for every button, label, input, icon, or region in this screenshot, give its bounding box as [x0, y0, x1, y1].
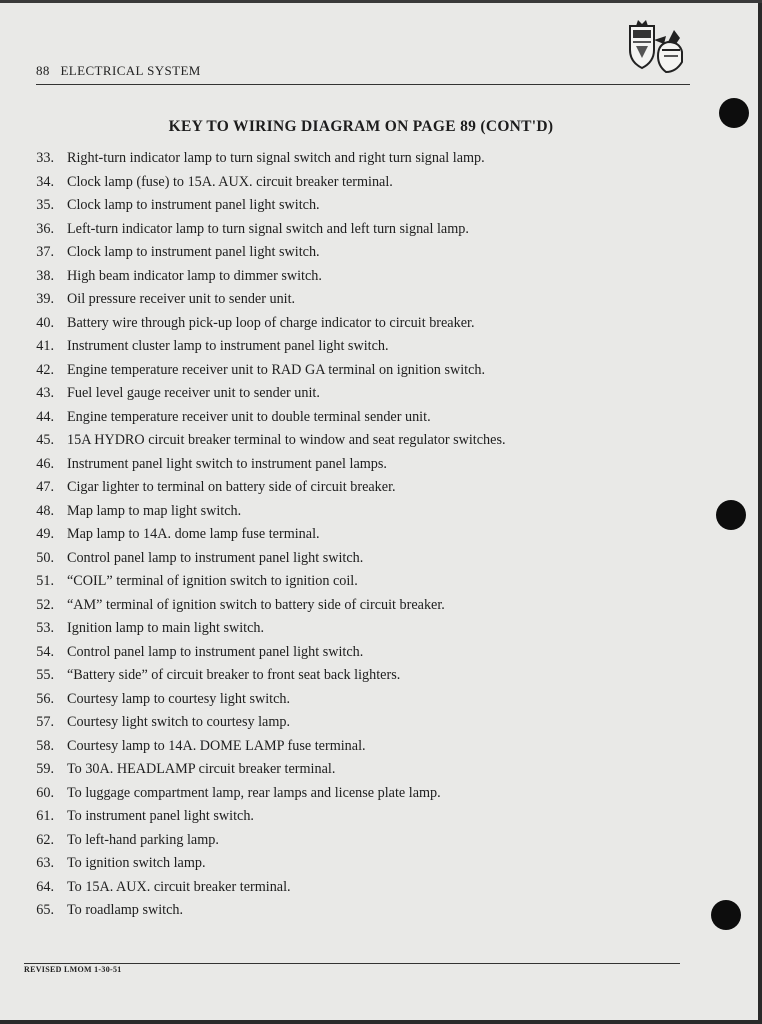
item-number: 41. [36, 338, 54, 354]
item-number: 44. [36, 408, 54, 425]
item-text: Clock lamp (fuse) to 15A. AUX. circuit breaker terminal. [67, 173, 393, 190]
item-number: 53. [36, 620, 54, 636]
item-text: To ignition switch lamp. [67, 855, 206, 871]
item-number: 56. [36, 690, 54, 707]
item-number: 43. [36, 385, 54, 401]
binder-hole [716, 500, 746, 530]
page-top-edge [0, 0, 762, 3]
item-text: Cigar lighter to terminal on battery side of circuit breaker. [67, 479, 396, 495]
item-text: Left-turn indicator lamp to turn signal switch and left turn signal lamp. [67, 220, 469, 237]
item-number: 54. [36, 643, 54, 660]
item-text: “COIL” terminal of ignition switch to ignition coil. [67, 573, 358, 589]
item-text: To instrument panel light switch. [67, 808, 254, 824]
item-number: 49. [36, 526, 54, 542]
binder-hole [719, 98, 749, 128]
item-number: 60. [36, 784, 54, 801]
item-text: 15A HYDRO circuit breaker terminal to window and seat regulator switches. [67, 432, 506, 448]
item-text: Instrument panel light switch to instrument panel lamps. [67, 455, 387, 472]
item-number: 50. [36, 549, 54, 566]
item-number: 52. [36, 596, 54, 613]
item-number: 42. [36, 361, 54, 378]
page-header [36, 63, 201, 79]
item-text: Battery wire through pick-up loop of charge indicator to circuit breaker. [67, 314, 475, 331]
item-number: 51. [36, 573, 54, 589]
item-text: Engine temperature receiver unit to double terminal sender unit. [67, 408, 431, 425]
item-number: 39. [36, 291, 54, 307]
page-number: 88 [36, 63, 50, 78]
footer-divider [24, 963, 680, 964]
item-text: To 15A. AUX. circuit breaker terminal. [67, 878, 291, 895]
item-number: 36. [36, 220, 54, 237]
item-text: Right-turn indicator lamp to turn signal switch and right turn signal lamp. [67, 150, 485, 166]
item-text: To 30A. HEADLAMP circuit breaker terminal. [67, 761, 336, 777]
item-number: 37. [36, 244, 54, 260]
crest-and-knight-emblem-icon [624, 16, 690, 80]
item-number: 61. [36, 808, 54, 824]
item-number: 64. [36, 878, 54, 895]
item-text: Fuel level gauge receiver unit to sender unit. [67, 385, 320, 401]
item-number: 35. [36, 197, 54, 213]
item-number: 47. [36, 479, 54, 495]
item-text: Oil pressure receiver unit to sender unit. [67, 291, 296, 307]
item-text: Ignition lamp to main light switch. [67, 620, 265, 636]
item-text: To luggage compartment lamp, rear lamps and license plate lamp. [67, 784, 441, 801]
item-number: 48. [36, 502, 54, 519]
item-text: Courtesy lamp to courtesy light switch. [67, 690, 291, 707]
section-title: ELECTRICAL SYSTEM [60, 63, 201, 78]
item-number: 40. [36, 314, 54, 331]
item-text: Map lamp to map light switch. [67, 502, 242, 519]
revision-note: REVISED LMOM 1-30-51 [24, 965, 122, 974]
item-text: Courtesy light switch to courtesy lamp. [67, 714, 291, 730]
binder-hole [711, 900, 741, 930]
item-number: 45. [36, 432, 54, 448]
item-number: 34. [36, 173, 54, 190]
item-number: 57. [36, 714, 54, 730]
item-text: Engine temperature receiver unit to RAD GA terminal on ignition switch. [67, 361, 486, 378]
item-number: 58. [36, 737, 54, 754]
item-text: High beam indicator lamp to dimmer switch. [67, 267, 322, 284]
item-text: Instrument cluster lamp to instrument panel light switch. [67, 338, 389, 354]
item-number: 63. [36, 855, 54, 871]
item-text: Control panel lamp to instrument panel light switch. [67, 549, 364, 566]
item-text: Clock lamp to instrument panel light switch. [67, 197, 320, 213]
item-text: “AM” terminal of ignition switch to battery side of circuit breaker. [67, 596, 445, 613]
item-text: “Battery side” of circuit breaker to front seat back lighters. [67, 667, 401, 683]
item-text: To roadlamp switch. [67, 902, 184, 918]
item-number: 55. [36, 667, 54, 683]
header-divider [36, 84, 690, 85]
item-number: 65. [36, 902, 54, 918]
item-text: To left-hand parking lamp. [67, 831, 219, 848]
item-number: 38. [36, 267, 54, 284]
item-text: Control panel lamp to instrument panel light switch. [67, 643, 364, 660]
item-number: 59. [36, 761, 54, 777]
item-number: 33. [36, 150, 54, 166]
item-text: Clock lamp to instrument panel light switch. [67, 244, 320, 260]
item-text: Map lamp to 14A. dome lamp fuse terminal. [67, 526, 320, 542]
page-title: KEY TO WIRING DIAGRAM ON PAGE 89 (CONT'D) [168, 118, 554, 135]
item-number: 46. [36, 455, 54, 472]
item-text: Courtesy lamp to 14A. DOME LAMP fuse terminal. [67, 737, 366, 754]
item-number: 62. [36, 831, 54, 848]
